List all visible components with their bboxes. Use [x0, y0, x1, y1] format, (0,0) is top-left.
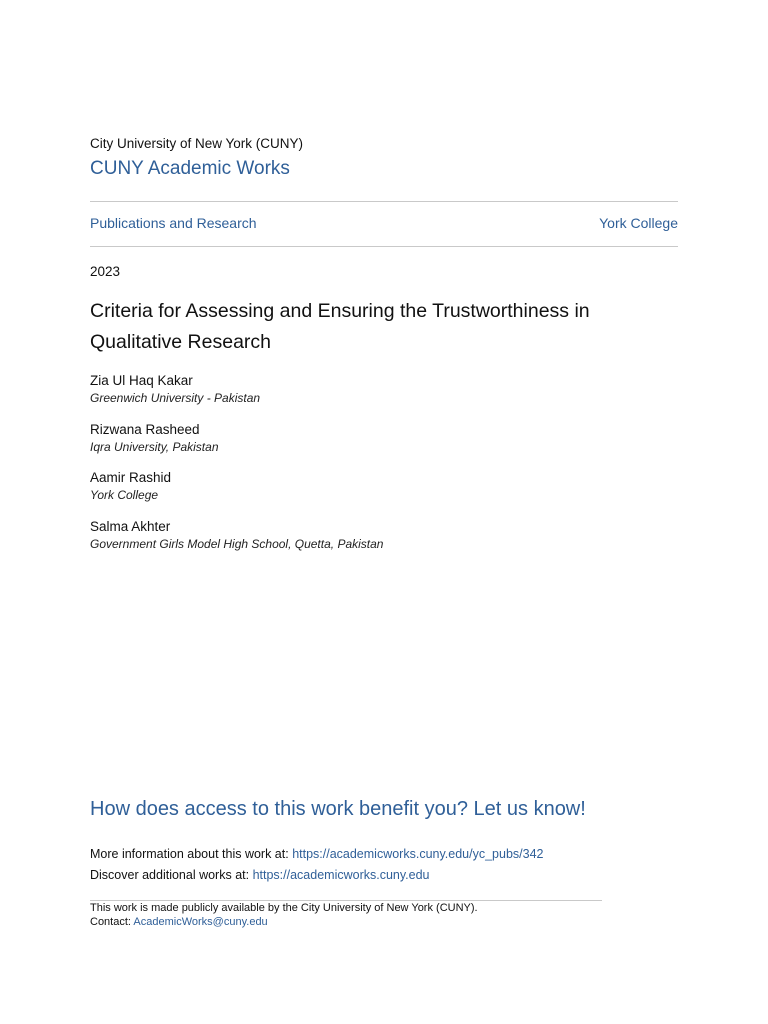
document-title: Criteria for Assessing and Ensuring the Trustworthiness in Qualitative Research — [90, 300, 590, 353]
author-name: Zia Ul Haq Kakar — [90, 373, 193, 388]
publication-year: 2023 — [90, 264, 121, 279]
divider-footer — [90, 900, 602, 901]
contact-email-link[interactable]: AcademicWorks@cuny.edu — [133, 916, 268, 928]
series-link[interactable]: Publications and Research — [90, 215, 257, 231]
author-entry — [90, 519, 383, 568]
repository-link[interactable]: CUNY Academic Works — [90, 158, 290, 179]
availability-notice: This work is made publicly available by the City University of New York (CUNY). — [90, 902, 478, 914]
author-name: Rizwana Rasheed — [90, 421, 200, 437]
discover-label: Discover additional works at: — [90, 868, 253, 882]
feedback-link[interactable]: How does access to this work benefit you? Let us know! — [90, 798, 586, 820]
institution-name: City University of New York (CUNY) — [90, 136, 304, 151]
author-affiliation: Government Girls Model High School, Quetta, Pakistan — [90, 536, 384, 551]
author-affiliation: Iqra University, Pakistan — [90, 439, 219, 454]
author-name: Salma Akhter — [90, 518, 171, 534]
more-info-label: More information about this work at: — [90, 847, 293, 861]
contact-label: Contact: — [90, 916, 134, 928]
author-entry — [90, 422, 383, 471]
author-list — [90, 373, 383, 567]
author-name: Aamir Rashid — [90, 470, 172, 485]
repository-url-link[interactable]: https://academicworks.cuny.edu — [252, 868, 430, 882]
work-url-link[interactable]: https://academicworks.cuny.edu/yc_pubs/342 — [292, 847, 544, 861]
author-affiliation: Greenwich University - Pakistan — [90, 391, 261, 405]
divider-top — [90, 201, 678, 202]
author-entry — [90, 470, 383, 519]
divider-middle — [90, 246, 678, 247]
author-entry — [90, 373, 383, 422]
author-affiliation: York College — [90, 488, 159, 502]
contact-line — [90, 916, 268, 928]
department-link[interactable]: York College — [599, 215, 678, 231]
discover-line — [90, 868, 430, 882]
more-info-line — [90, 847, 543, 861]
